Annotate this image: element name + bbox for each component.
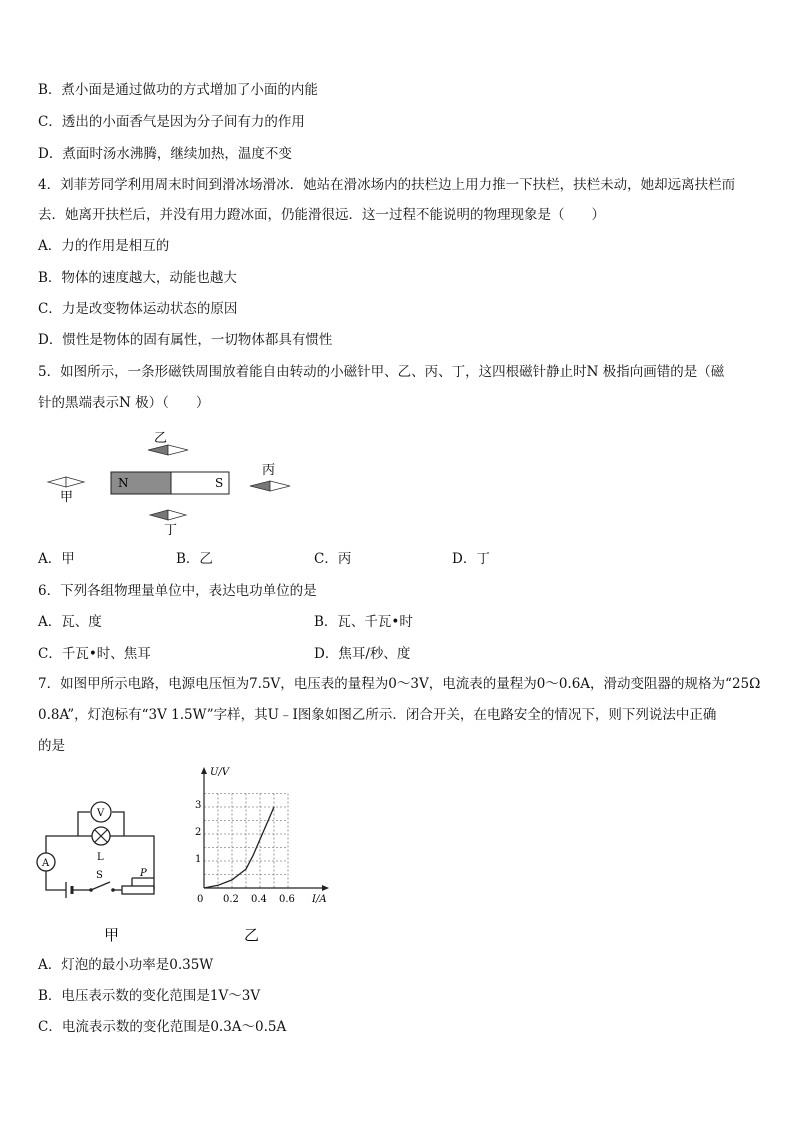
circuit-wire-bottom [46, 872, 66, 890]
needle-jia-black [48, 477, 66, 487]
rheostat [122, 886, 154, 894]
q5-stem-line1: 5．如图所示，一条形磁铁周围放着能自由转动的小磁针甲、乙、丙、丁，这四根磁针静止时N 极指向画错的是（磁 [38, 364, 725, 380]
switch-contact-right [111, 888, 115, 892]
needle-ding-white [168, 510, 186, 520]
label-bing: 丙 [262, 463, 276, 478]
graph-x-label: I/A [312, 894, 327, 905]
graph-curve [204, 807, 274, 888]
needle-yi-white [168, 445, 188, 455]
q5-option-b: B．乙 [176, 551, 213, 567]
label-yi: 乙 [154, 431, 168, 446]
graph-x-tick-3: 0.6 [279, 894, 295, 905]
voltmeter-wire-right [112, 812, 124, 836]
needle-ding-black [150, 510, 168, 520]
q3-option-d: D．煮面时汤水沸腾，继续加热，温度不变 [38, 146, 292, 162]
q4-option-c: C．力是改变物体运动状态的原因 [38, 301, 238, 317]
q7-stem-line2: 0.8A”，灯泡标有“3V 1.5W”字样，其U﹣I图象如图乙所示．闭合开关，在电路安全的情况下，则下列说法中正确 [38, 707, 717, 723]
q4-option-b: B．物体的速度越大，动能也越大 [38, 270, 237, 286]
q6-option-a: A．瓦、度 [38, 614, 102, 630]
needle-jia-white [66, 477, 84, 487]
needle-bing-white [270, 481, 290, 491]
q7-option-b: B．电压表示数的变化范围是1V～3V [38, 988, 261, 1004]
q4-option-d: D．惯性是物体的固有属性，一切物体都具有惯性 [38, 332, 333, 348]
graph-y-arrow [201, 767, 207, 774]
q6-option-d: D．焦耳/秒、度 [314, 646, 411, 662]
q7-option-a: A．灯泡的最小功率是0.35W [38, 957, 214, 973]
ammeter-label: A [42, 858, 50, 869]
q6-stem: 6．下列各组物理量单位中，表达电功单位的是 [38, 583, 317, 599]
q7-option-c: C．电流表示数的变化范围是0.3A～0.5A [38, 1019, 287, 1035]
q5-option-d: D．丁 [452, 551, 490, 567]
graph-y-tick-3: 3 [195, 800, 202, 811]
magnet-n-label: N [118, 476, 129, 490]
circuit-diagram [36, 790, 176, 970]
q4-stem-line1: 4．刘菲芳同学利用周末时间到滑冰场滑冰．她站在滑冰场内的扶栏边上用力推一下扶栏，扶栏未动，她却远离扶栏而 [38, 177, 736, 193]
magnet-figure [40, 428, 320, 538]
q7-stem-line1: 7．如图甲所示电路，电源电压恒为7.5V，电压表的量程为0～3V，电流表的量程为0～0.6A，滑动变阻器的规格为“25Ω [38, 676, 761, 692]
switch-blade [91, 882, 110, 890]
label-ding: 丁 [164, 523, 178, 538]
q5-option-a: A．甲 [38, 551, 75, 567]
magnet-s-label: S [215, 476, 224, 490]
q4-stem-line2: 去．她离开扶栏后，并没有用力蹬冰面，仍能滑很远．这一过程不能说明的物理现象是（ ） [38, 207, 605, 223]
graph-x-tick-1: 0.2 [223, 894, 239, 905]
graph-y-tick-1: 1 [195, 854, 202, 865]
q6-option-b: B．瓦、千瓦•时 [314, 614, 413, 630]
graph-y-label: U/V [210, 767, 230, 778]
graph-x-tick-0: 0 [197, 894, 204, 905]
circuit-caption: 甲 [104, 926, 120, 944]
needle-bing-black [250, 481, 270, 491]
slider-label: P [140, 868, 147, 879]
lamp-label: L [97, 852, 104, 863]
needle-yi-black [148, 445, 168, 455]
graph-caption: 乙 [244, 926, 260, 944]
q5-stem-line2: 针的黑端表示N 极）（ ） [38, 395, 210, 411]
q3-option-c: C．透出的小面香气是因为分子间有力的作用 [38, 114, 305, 130]
ui-graph [188, 764, 338, 944]
graph-x-tick-2: 0.4 [251, 894, 267, 905]
q4-option-a: A．力的作用是相互的 [38, 238, 170, 254]
q5-option-c: C．丙 [314, 551, 352, 567]
voltmeter-label: V [97, 808, 105, 819]
graph-y-tick-2: 2 [195, 827, 202, 838]
q3-option-b: B．煮小面是通过做功的方式增加了小面的内能 [38, 82, 318, 98]
voltmeter-wire [78, 812, 90, 836]
switch-label: S [96, 870, 103, 881]
q7-stem-line3: 的是 [38, 738, 65, 754]
graph-x-arrow [322, 885, 329, 891]
q6-option-c: C．千瓦•时、焦耳 [38, 646, 151, 662]
label-jia: 甲 [60, 490, 74, 505]
